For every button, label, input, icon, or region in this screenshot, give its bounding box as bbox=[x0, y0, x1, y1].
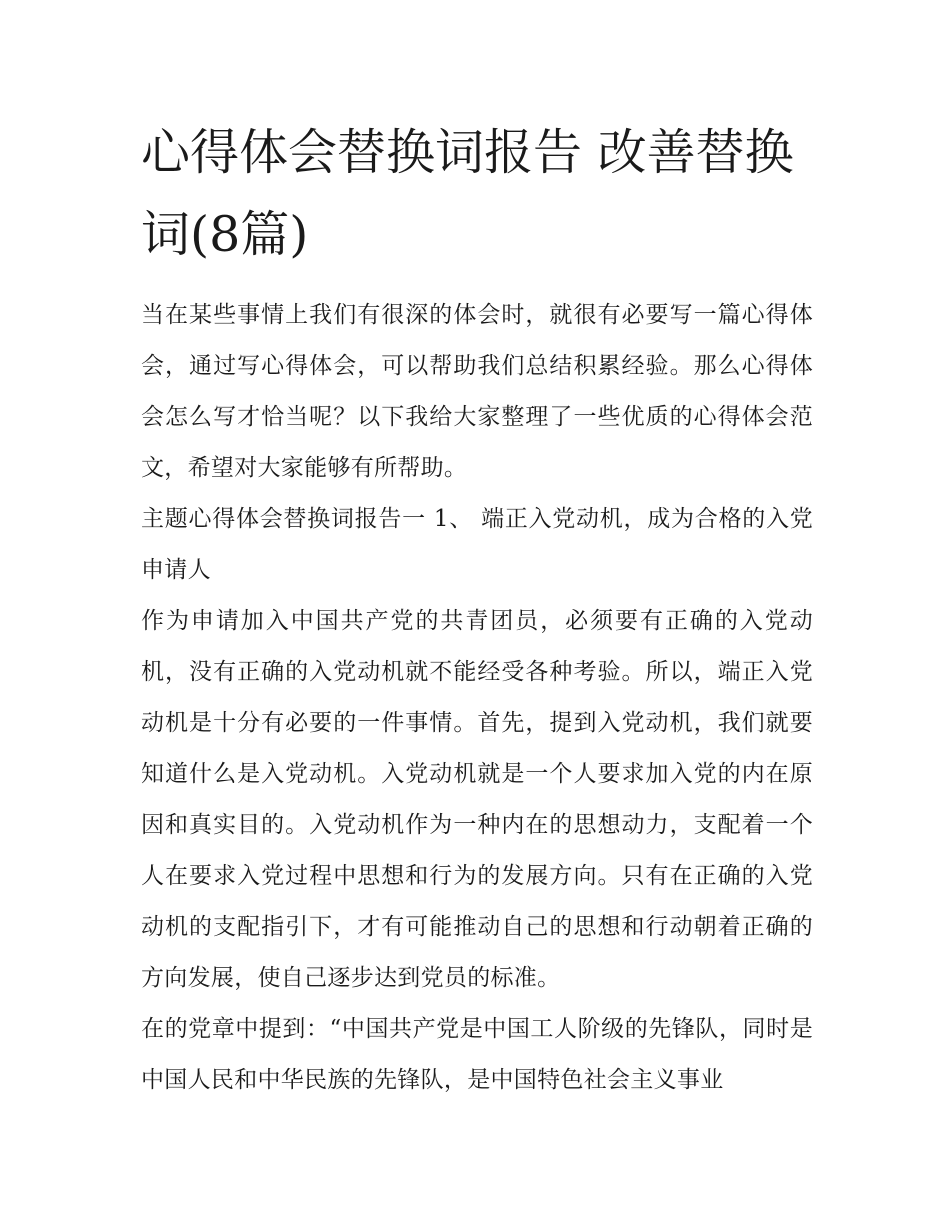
document-page bbox=[141, 112, 813, 1106]
paragraph-intro: 当在某些事情上我们有很深的体会时，就很有必要写一篇心得体会，通过写心得体会，可以帮助我们总结积累经验。那么心得体会怎么写才恰当呢？以下我给大家整理了一些优质的心得体会范文，希望对大家能够有所帮助。 bbox=[141, 302, 813, 481]
paragraph-heading-1: 主题心得体会替换词报告一 1、 端正入党动机，成为合格的入党申请人 bbox=[141, 506, 813, 583]
paragraph-body-1: 作为申请加入中国共产党的共青团员，必须要有正确的入党动机，没有正确的入党动机就不能经受各种考验。所以，端正入党动机是十分有必要的一件事情。首先，提到入党动机，我们就要知道什么是入党动机。入党动机就是一个人要求加入党的内在原因和真实目的。入党动机作为一种内在的思想动力，支配着一个人在要求入党过程中思想和行为的发展方向。只有在正确的入党动机的支配指引下，才有可能推动自己的思想和行动朝着正确的方向发展，使自己逐步达到党员的标准。 bbox=[141, 608, 813, 991]
paragraph-body-2: 在的党章中提到：“中国共产党是中国工人阶级的先锋队，同时是中国人民和中华民族的先锋队，是中国特色社会主义事业 bbox=[141, 1016, 813, 1093]
document-title: 心得体会替换词报告 改善替换词(8篇) bbox=[141, 124, 794, 263]
